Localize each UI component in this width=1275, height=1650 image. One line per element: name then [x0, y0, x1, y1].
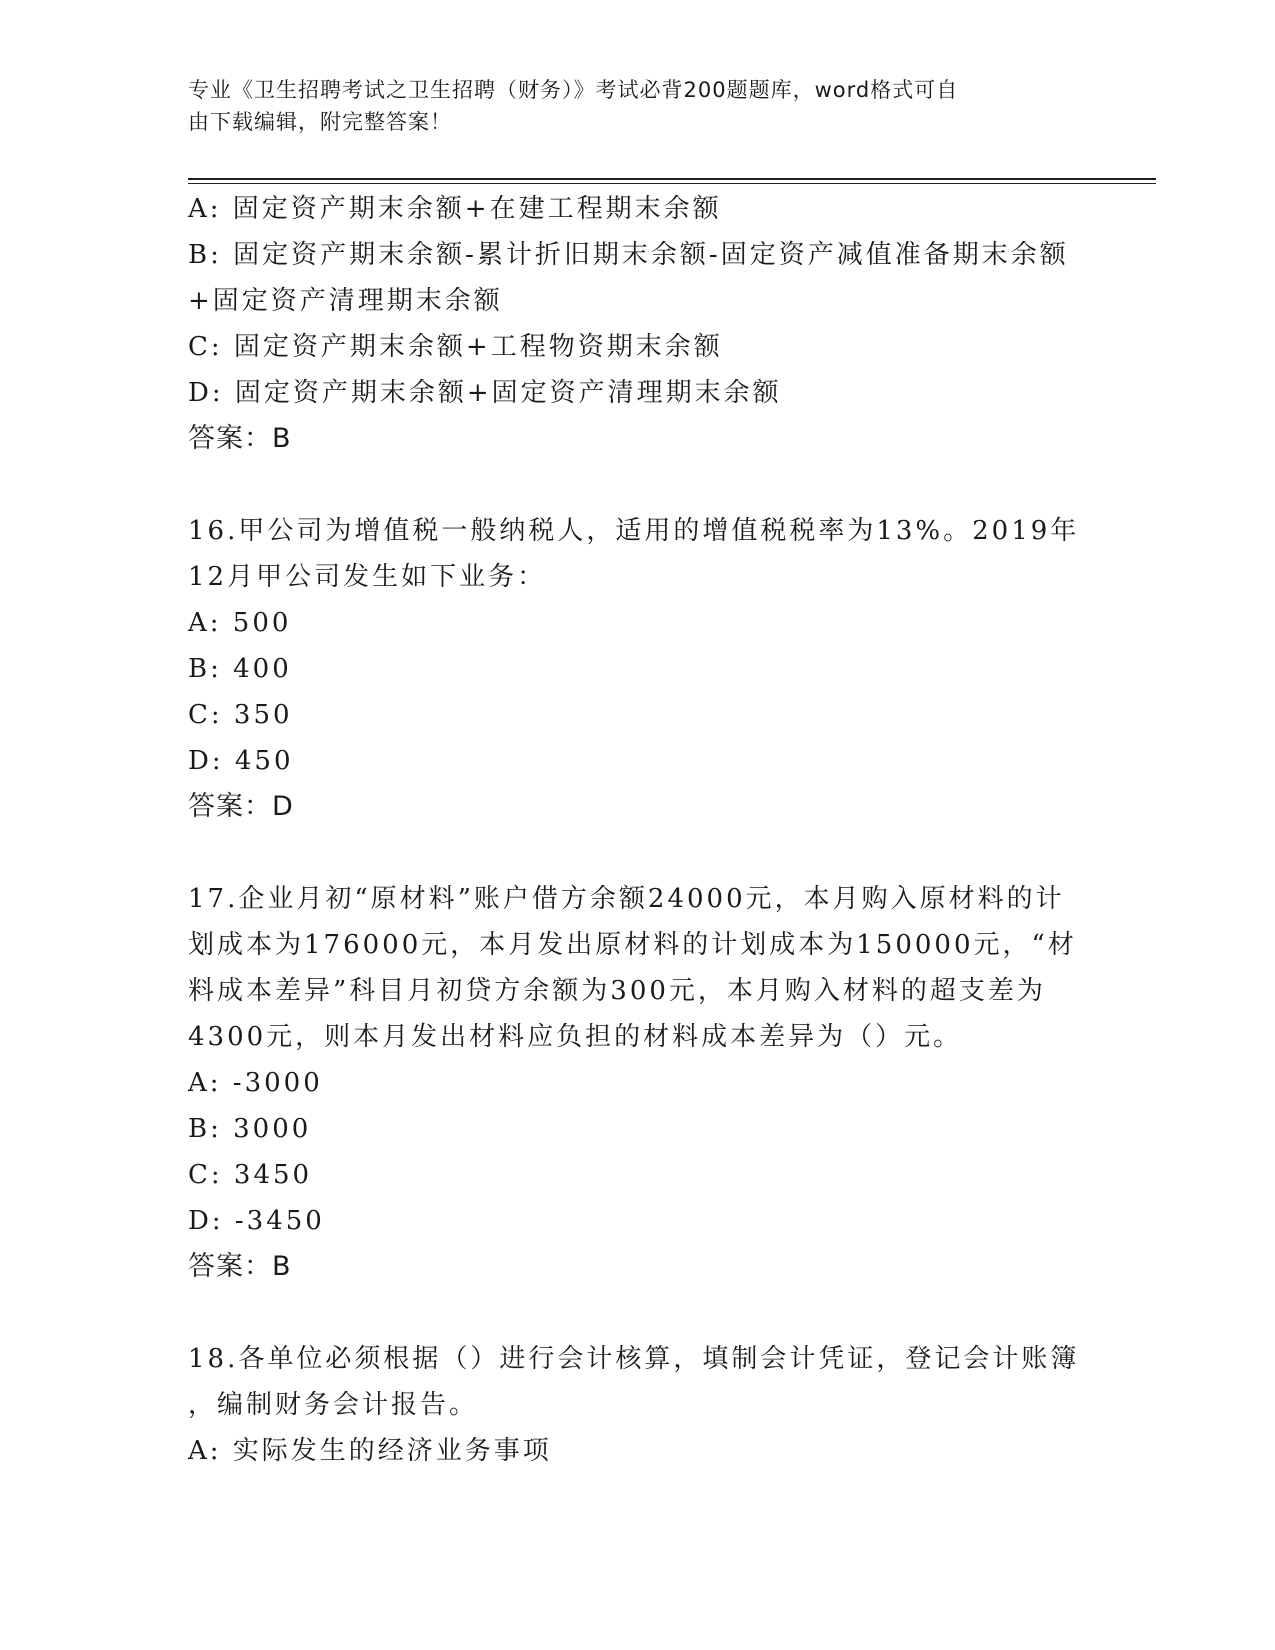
answer-line: 答案：B — [188, 1251, 292, 1282]
question-stem-continued: 12月甲公司发生如下业务： — [188, 562, 547, 592]
header-rule-thick — [188, 178, 1156, 180]
answer-line: 答案：D — [188, 791, 294, 822]
question-18 — [188, 1336, 1088, 1474]
option-a: A: 固定资产期末余额+在建工程期末余额 — [188, 194, 722, 224]
option-a: A: 500 — [188, 608, 292, 638]
option-b: B: 400 — [188, 654, 292, 684]
option-b: B: 3000 — [188, 1114, 312, 1144]
header-title-line-2: 由下载编辑，附完整答案！ — [188, 110, 452, 134]
option-d: D: 固定资产期末余额+固定资产清理期末余额 — [188, 378, 782, 408]
answer-line: 答案：B — [188, 423, 292, 454]
header-title-line-1: 专业《卫生招聘考试之卫生招聘（财务）》考试必背200题题库，word格式可自 — [188, 78, 959, 102]
option-a: A: -3000 — [188, 1068, 323, 1098]
question-list — [188, 186, 1088, 1474]
option-c: C: 3450 — [188, 1160, 313, 1190]
question-stem-continued: 4300元，则本月发出材料应负担的材料成本差异为（）元。 — [188, 1022, 963, 1052]
question-stem: 17.企业月初“原材料”账户借方余额24000元，本月购入原材料的计 — [188, 884, 1065, 914]
spacer — [188, 830, 1088, 876]
spacer — [188, 1290, 1088, 1336]
spacer — [188, 462, 1088, 508]
option-c: C: 固定资产期末余额+工程物资期末余额 — [188, 332, 723, 362]
question-stem: 18.各单位必须根据（）进行会计核算，填制会计凭证，登记会计账簿 — [188, 1344, 1080, 1374]
document-header — [188, 74, 1068, 138]
question-stem-continued: 划成本为176000元，本月发出原材料的计划成本为150000元，“材 — [188, 930, 1077, 960]
option-b-continued: +固定资产清理期末余额 — [188, 286, 503, 316]
header-rule-thin — [188, 183, 1156, 184]
option-a: A: 实际发生的经济业务事项 — [188, 1436, 552, 1466]
option-b: B: 固定资产期末余额-累计折旧期末余额-固定资产减值准备期末余额 — [188, 240, 1069, 270]
question-stem-continued: ，编制财务会计报告。 — [188, 1390, 479, 1420]
option-c: C: 350 — [188, 700, 293, 730]
question-15 — [188, 186, 1088, 462]
question-16 — [188, 508, 1088, 830]
question-stem: 16.甲公司为增值税一般纳税人，适用的增值税税率为13%。2019年 — [188, 516, 1080, 546]
option-d: D: -3450 — [188, 1206, 325, 1236]
question-17 — [188, 876, 1088, 1290]
option-d: D: 450 — [188, 746, 294, 776]
question-stem-continued: 料成本差异”科目月初贷方余额为300元，本月购入材料的超支差为 — [188, 976, 1046, 1006]
